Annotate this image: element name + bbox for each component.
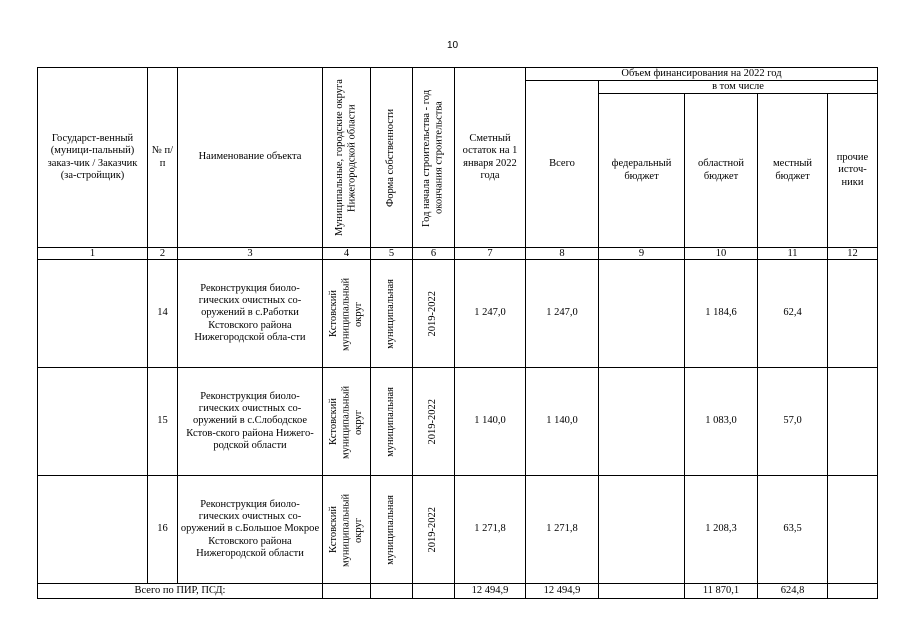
balance-cell: 1 247,0 — [455, 260, 526, 368]
ownership-text: муниципальная — [385, 494, 397, 565]
header-municipality-text: Муниципальные, городские округа Нижегородской области — [334, 79, 358, 236]
local-cell: 62,4 — [758, 260, 828, 368]
regional-cell: 1 208,3 — [685, 476, 758, 584]
summary-total: 12 494,9 — [526, 584, 599, 599]
header-municipality — [323, 68, 371, 248]
column-number: 7 — [455, 248, 526, 260]
header-object-name: Наименование объекта — [178, 68, 323, 248]
ownership-text: муниципальная — [385, 278, 397, 349]
row-number: 15 — [148, 368, 178, 476]
column-number: 8 — [526, 248, 599, 260]
header-row-no: № п/п — [148, 68, 178, 248]
years-text: 2019-2022 — [427, 398, 439, 445]
other-cell — [828, 476, 878, 584]
header-row-1 — [38, 68, 878, 81]
column-number-row — [38, 248, 878, 260]
column-number: 5 — [371, 248, 413, 260]
object-name: Реконструкция биоло-гических очистных со-оружений в с.Слободское Кстов-ского района Нижего-родской области — [178, 368, 323, 476]
column-number: 6 — [413, 248, 455, 260]
header-years-text: Год начала строительства - год окончания строительства — [421, 88, 445, 227]
column-number: 9 — [599, 248, 685, 260]
federal-cell — [599, 368, 685, 476]
header-ownership — [371, 68, 413, 248]
header-federal: федеральный бюджет — [599, 94, 685, 248]
header-local: местный бюджет — [758, 94, 828, 248]
header-years — [413, 68, 455, 248]
customer-cell — [38, 368, 148, 476]
years-cell — [413, 260, 455, 368]
ownership-cell — [371, 476, 413, 584]
table-row — [38, 260, 878, 368]
summary-empty-cell — [413, 584, 455, 599]
years-text: 2019-2022 — [427, 506, 439, 553]
header-balance: Сметный остаток на 1 января 2022 года — [455, 68, 526, 248]
customer-cell — [38, 476, 148, 584]
summary-federal — [599, 584, 685, 599]
summary-row — [38, 584, 878, 599]
balance-cell: 1 140,0 — [455, 368, 526, 476]
municipality-text: Кстовский муниципальный округ — [327, 492, 364, 567]
municipality-cell — [323, 368, 371, 476]
header-regional: областной бюджет — [685, 94, 758, 248]
object-name: Реконструкция биоло-гических очистных со-оружений в с.Работки Кстовского района Нижегородской обла-сти — [178, 260, 323, 368]
regional-cell: 1 184,6 — [685, 260, 758, 368]
header-other: прочие источ-ники — [828, 94, 878, 248]
ownership-cell — [371, 368, 413, 476]
local-cell: 57,0 — [758, 368, 828, 476]
summary-local: 624,8 — [758, 584, 828, 599]
summary-empty-cell — [323, 584, 371, 599]
table-row — [38, 476, 878, 584]
municipality-cell — [323, 260, 371, 368]
column-number: 3 — [178, 248, 323, 260]
balance-cell: 1 271,8 — [455, 476, 526, 584]
summary-balance: 12 494,9 — [455, 584, 526, 599]
financing-table — [37, 67, 878, 599]
column-number: 11 — [758, 248, 828, 260]
total-cell: 1 140,0 — [526, 368, 599, 476]
row-number: 14 — [148, 260, 178, 368]
summary-label: Всего по ПИР, ПСД: — [38, 584, 323, 599]
customer-cell — [38, 260, 148, 368]
column-number: 1 — [38, 248, 148, 260]
other-cell — [828, 368, 878, 476]
summary-other — [828, 584, 878, 599]
header-total: Всего — [526, 81, 599, 248]
local-cell: 63,5 — [758, 476, 828, 584]
header-customer: Государст-венный (муници-пальный) заказ-чик / Заказчик (за-стройщик) — [38, 68, 148, 248]
header-including: в том числе — [599, 81, 878, 94]
object-name: Реконструкция биоло-гических очистных со-оружений в с.Большое Мокрое Кстовского района Нижегородской области — [178, 476, 323, 584]
years-text: 2019-2022 — [427, 290, 439, 337]
column-number: 12 — [828, 248, 878, 260]
municipality-text: Кстовский муниципальный округ — [327, 276, 364, 351]
other-cell — [828, 260, 878, 368]
page-number: 10 — [446, 40, 459, 51]
column-number: 10 — [685, 248, 758, 260]
total-cell: 1 271,8 — [526, 476, 599, 584]
summary-regional: 11 870,1 — [685, 584, 758, 599]
header-financing: Объем финансирования на 2022 год — [526, 68, 878, 81]
years-cell — [413, 368, 455, 476]
column-number: 2 — [148, 248, 178, 260]
column-number: 4 — [323, 248, 371, 260]
header-ownership-text: Форма собственности — [385, 108, 397, 207]
years-cell — [413, 476, 455, 584]
ownership-text: муниципальная — [385, 386, 397, 457]
federal-cell — [599, 476, 685, 584]
row-number: 16 — [148, 476, 178, 584]
total-cell: 1 247,0 — [526, 260, 599, 368]
municipality-text: Кстовский муниципальный округ — [327, 384, 364, 459]
municipality-cell — [323, 476, 371, 584]
regional-cell: 1 083,0 — [685, 368, 758, 476]
table-row — [38, 368, 878, 476]
federal-cell — [599, 260, 685, 368]
ownership-cell — [371, 260, 413, 368]
summary-empty-cell — [371, 584, 413, 599]
